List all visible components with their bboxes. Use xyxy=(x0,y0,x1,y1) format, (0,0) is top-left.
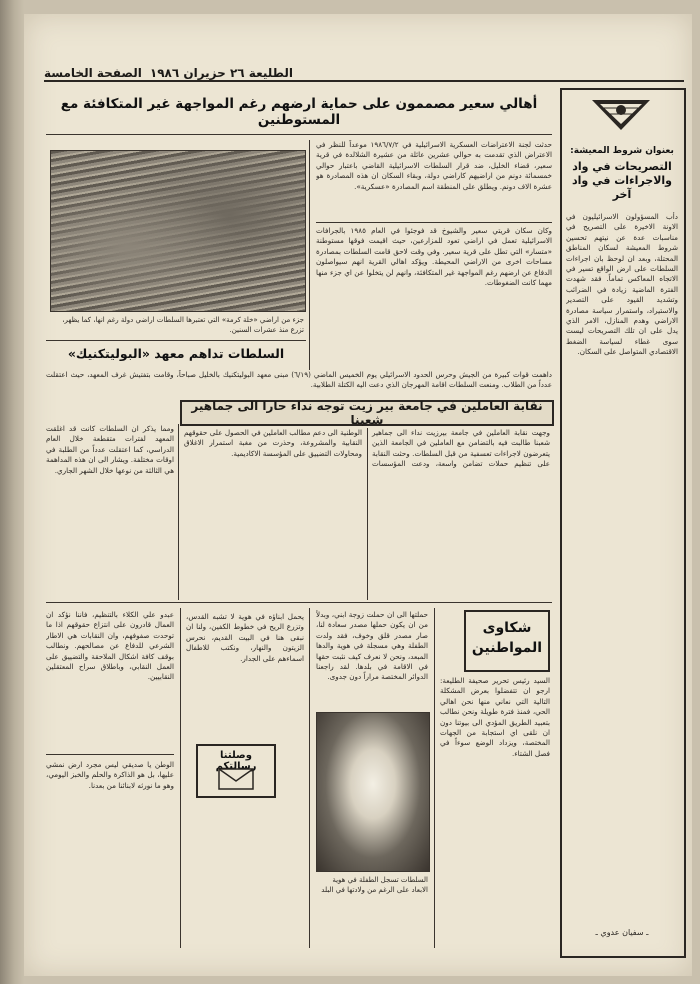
main-headline-rule xyxy=(46,134,552,135)
sidebar-kicker: بعنوان شروط المعيشة: xyxy=(570,146,674,156)
bottom-col-rule-3 xyxy=(180,608,181,948)
letter-body: حملتها الى ان حملت زوجة ابني، وبدلاً من ان يكون حملها مصدر سعادة لنا، صار مصدر قلق وخوف، فقد ولدت الطفلة وهي مسجلة في هوية والدها المبعد، ونحن لا نعرف كيف نثبت حقها في الاقامة في بلدها. لقد راجعنا الدوائر المختصة مراراً دون جدوى. xyxy=(316,610,428,682)
bottom-col-rule-2 xyxy=(309,608,310,948)
bottom-col-rule-1 xyxy=(434,608,435,948)
main-photo-caption: جزء من اراضي «خلة كرمة» التي تعتبرها السلطات اراضي دولة رغم انها، كما يظهر، تزرع منذ عشرات السنين. xyxy=(62,316,304,334)
page-binding-shadow xyxy=(0,0,24,984)
masthead-page: الصفحة الخامسة xyxy=(44,66,142,80)
institute-top-rule xyxy=(46,340,306,341)
main-col-rule xyxy=(309,140,310,370)
union-bottom-rule xyxy=(46,602,552,603)
union-body: وجهت نقابة العاملين في جامعة بيرزيت نداء الى جماهير شعبنا طالبت فيه بالتضامن مع العاملين في الجامعة الذين يتعرضون لاجراءات تعسفية من قبل السلطات. وحثت النقابة على تنظيم حملات تضامن واسعة، ودعت المؤسسات الوطنية الى دعم مطالب العاملين في الحصول على حقوقهم النقابية والمشروعة، وحذرت من مغبة استمرار الاغلاق ومحاولات التضييق على المؤسسة الاكاديمية. xyxy=(184,428,550,469)
left-column-quote: الوطن يا صديقي ليس مجرد ارض نمشي عليها، بل هو الذاكرة والحلم والخبز اليومي، وهو ما نورثه لابنائنا من بعدنا. xyxy=(46,760,174,790)
union-banner xyxy=(180,400,554,426)
sidebar-headline: التصريحات في واد والاجراءات في واد آخر xyxy=(571,160,673,201)
main-photo xyxy=(50,150,306,312)
complaints-body: السيد رئيس تحرير صحيفة الطليعة: ارجو ان تتفضلوا بعرض المشكلة التالية التي نعاني منها نحن اهالي الحي، فمنذ فترة طويلة ونحن نطالب بتعبيد الطريق المؤدي الى بيوتنا دون ان نلقى اي استجابة من الجهات المختصة، ويزداد الوضع سوءاً في فصل الشتاء. xyxy=(440,676,550,758)
institute-headline: السلطات تداهم معهد «البوليتكنيك» xyxy=(67,346,285,361)
masthead-edition: الطليعة ٢٦ حزيران ١٩٨٦ xyxy=(149,66,293,80)
union-headline: نقابة العاملين في جامعة بير زيت توجه نداء حارا الى جماهير شعبنا xyxy=(191,399,543,427)
institute-body-lower: ومما يذكر ان السلطات كانت قد اغلقت المعهد لفترات متقطعة خلال العام الدراسي، كما اعتقلت عدداً من الطلبة في اوقات مختلفة. ويشار الى ان هذه المداهمة هي الثالثة من نوعها خلال الشهر الجاري. xyxy=(46,424,174,475)
left-column-rule xyxy=(46,754,174,755)
poem-stamp xyxy=(196,744,276,798)
sidebar-emblem-icon xyxy=(590,98,652,132)
envelope-icon xyxy=(218,768,254,790)
poem-title: وصلتنا رسالتكم xyxy=(215,750,257,772)
poem-body: يحمل ابناؤه في هوية لا تشبه القدس، وتزرع الريح في خطوط الكفين، ولنا ان نبقى هنا في البيت القديم، نحرس الزيتون والنهار، ونكتب للاطفال اسماءهم على الجدار. xyxy=(186,612,304,663)
main-body-top: حدثت لجنة الاعتراضات العسكرية الاسرائيلية في ١٩٨٦/٧/٢ موعداً للنظر في الاعتراض الذي تقدمت به حوالي عشرين عائلة من عشيرة الشلالدة في قرية سعير، قضاء الخليل، ضد قرار السلطات الاسرائيلية القاضي باعتبار حوالي خمسمائة دونم من اراضيهم كاراضي دولة، وبقاء السكان ان هذه المصادرة هو عشرة الاف دونم. ويطلق على المنطقة اسم المصادرة «عسكرية». xyxy=(316,140,552,191)
main-body-rule xyxy=(316,222,552,223)
child-photo-caption: السلطات تسجل الطفلة في هوية الابعاد على الرغم من ولادتها في البلد xyxy=(321,876,428,894)
complaints-title: شكاوى المواطنين xyxy=(471,620,543,656)
main-headline: أهالي سعير مصممون على حماية ارضهم رغم المواجهة غير المتكافئة مع المستوطنين xyxy=(60,96,538,128)
institute-body: داهمت قوات كبيرة من الجيش وحرس الحدود الاسرائيلي يوم الخميس الماضي (٦/١٩) مبنى معهد البوليتكنيك بالخليل صباحاً، وقامت بتفتيش غرف المعهد، حيث اعتقلت عدداً من الطلاب. ومنعت السلطات اقامة المهرجان الذي دعت اليه الكتلة الطلابية. xyxy=(46,370,552,390)
sidebar-signature: ـ سفيان عدوي ـ xyxy=(595,928,649,937)
complaints-logo xyxy=(464,610,550,672)
union-col-rule-1 xyxy=(178,424,179,600)
masthead xyxy=(44,58,684,82)
child-photo xyxy=(316,712,430,872)
sidebar-body: دأب المسؤولون الاسرائيليون في الاونة الاخيرة على التصريح في مناسبات عدة عن نيتهم تحسين شروط المعيشة لسكان المناطق المحتلة، وبعد ان لوحظ بان اجراءات السلطات على ارض الواقع تسير في الاتجاه المعاكس تماماً. فقد شهدت الفترة الماضية زيادة في الضرائب وتشديد القيود على التصدير والاستيراد، واستمرار سياسة مصادرة الاراضي وهدم المنازل، الامر الذي يدل على ان تلك التصريحات ليست سوى غطاء لسياسة الضغط الاقتصادي المتواصل على السكان. xyxy=(566,212,678,357)
left-column-body: عبدو علي الكلاء بالتنظيم، فاننا نؤكد ان العمال قادرون على انتزاع حقوقهم اذا ما توحدت صفوفهم، وان النقابات هي الاطار الشرعي للدفاع عن مصالحهم. ونطالب بوقف كافة اشكال الملاحقة والتضييق على العمل النقابي، وباطلاق سراح المعتقلين النقابيين. xyxy=(46,610,174,682)
main-body-bottom: وكان سكان قريتي سعير والشيوخ قد فوجئوا في العام ١٩٨٥ بالجرافات الاسرائيلية تعمل في اراضي تعود للمزارعين، حيث اقيمت فوقها مستوطنة «متسار» التي تطل على قرية سعير. وفي وقت لاحق قامت السلطات بمصادرة مساحات اخرى من الاراضي المحيطة. ويؤكد اهالي القرية انهم سيواصلون الدفاع عن ارضهم رغم المواجهة غير المتكافئة، وانهم لن يتخلوا عن اي جزء منها مهما كانت الضغوطات. xyxy=(316,226,552,288)
